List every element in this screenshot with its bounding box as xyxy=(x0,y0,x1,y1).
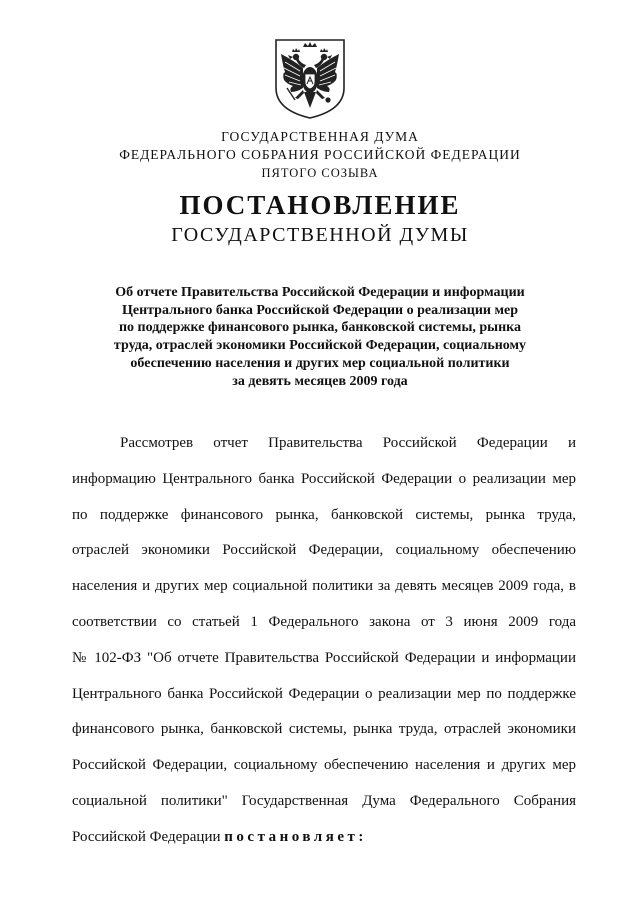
body-closing-line xyxy=(72,820,576,856)
double-headed-eagle-icon xyxy=(273,38,347,120)
subject-line: труда, отраслей экономики Российской Федерации, социальному xyxy=(113,338,527,354)
document-issuer-subtitle: ГОСУДАРСТВЕННОЙ ДУМЫ xyxy=(171,224,469,246)
subject-line: за девять месяцев 2009 года xyxy=(232,373,408,389)
body-line: Рассмотрев отчет Правительства Российской Федерации и xyxy=(120,435,576,451)
body-paragraph xyxy=(72,426,576,856)
subject-line: обеспечению населения и других мер социальной политики xyxy=(130,355,510,371)
org-name-line1: ГОСУДАРСТВЕННАЯ ДУМА xyxy=(221,129,419,144)
body-line: населения и других мер социальной политики за девять месяцев 2009 года, в xyxy=(72,578,576,595)
body-line: финансового рынка, банковской системы, рынка труда, отраслей экономики xyxy=(72,721,576,738)
coat-of-arms-emblem xyxy=(273,38,347,120)
subject-line: по поддержке финансового рынка, банковской системы, рынка xyxy=(118,320,522,336)
subject-line: Об отчете Правительства Российской Федерации и информации xyxy=(115,285,525,300)
resolution-subject xyxy=(90,284,550,390)
convocation-line: ПЯТОГО СОЗЫВА xyxy=(261,166,379,180)
subject-line: Центрального банка Российской Федерации о реализации мер xyxy=(121,302,519,318)
body-line: соответствии со статьей 1 Федерального закона от 3 июня 2009 года xyxy=(72,613,576,630)
org-name-line2: ФЕДЕРАЛЬНОГО СОБРАНИЯ РОССИЙСКОЙ ФЕДЕРАЦИИ xyxy=(119,147,521,162)
body-line: Российской Федерации, социальному обеспечению населения и других мер xyxy=(72,757,576,774)
body-line: социальной политики" Государственная Дума Федерального Собрания xyxy=(72,792,576,809)
body-line: по поддержке финансового рынка, банковской системы, рынка труда, xyxy=(72,506,576,523)
body-line: информацию Центрального банка Российской Федерации о реализации мер xyxy=(72,470,576,487)
body-line: № 102-ФЗ "Об отчете Правительства Российской Федерации и информации xyxy=(72,649,576,666)
body-line: отраслей экономики Российской Федерации, социальному обеспечению xyxy=(72,542,576,559)
body-line: Центрального банка Российской Федерации о реализации мер по поддержке xyxy=(72,685,576,702)
document-type-title: ПОСТАНОВЛЕНИЕ xyxy=(179,190,461,220)
decree-word: постановляет: xyxy=(224,828,367,845)
closing-lead-text: Российской Федерации xyxy=(72,828,225,845)
